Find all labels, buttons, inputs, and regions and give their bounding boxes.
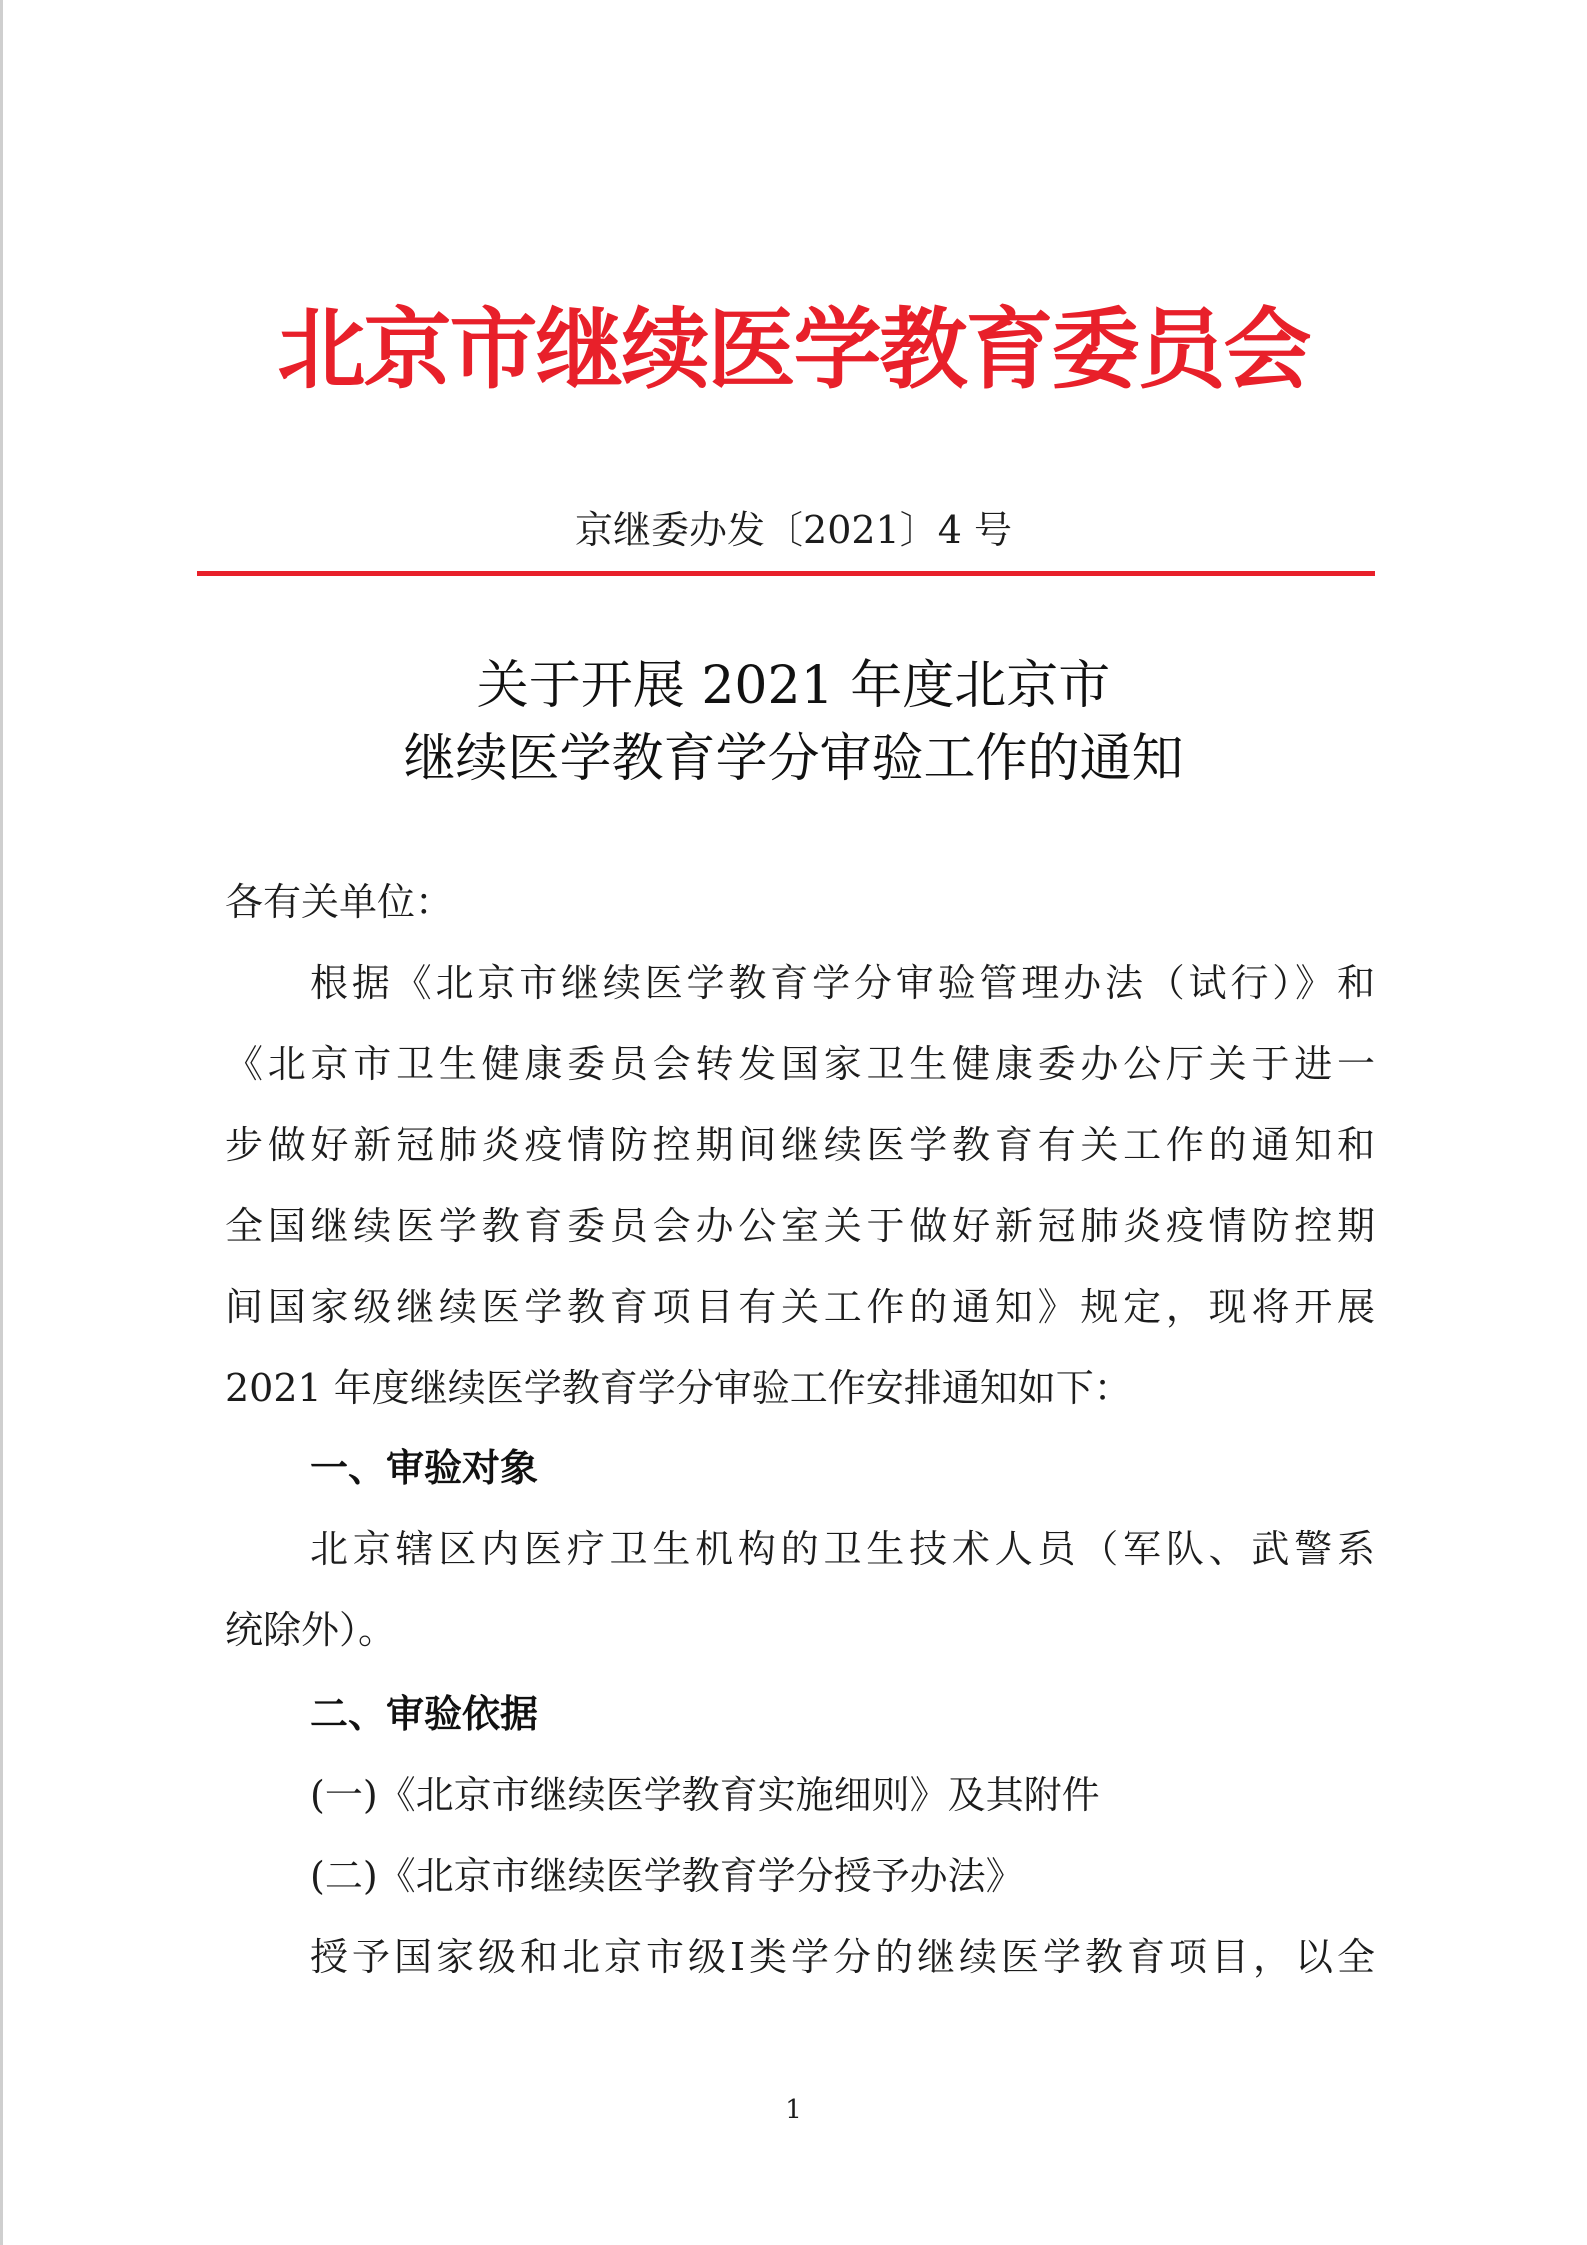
- notice-title-line-1: 关于开展 2021 年度北京市: [476, 656, 1111, 716]
- document-number: 京继委办发〔2021〕4 号: [575, 508, 1012, 552]
- section-heading-1: 一、审验对象: [310, 1446, 539, 1490]
- list-item: (二)《北京市继续医学教育学分授予办法》: [310, 1854, 1024, 1898]
- paragraph-line: 北京辖区内医疗卫生机构的卫生技术人员（军队、武警系: [310, 1527, 1375, 1571]
- paragraph-line: 2021 年度继续医学教育学分审验工作安排通知如下：: [225, 1366, 1132, 1410]
- notice-title-line-2: 继续医学教育学分审验工作的通知: [403, 729, 1184, 789]
- paragraph-line: 《北京市卫生健康委员会转发国家卫生健康委办公厅关于进一: [225, 1042, 1375, 1086]
- section-heading-2: 二、审验依据: [310, 1692, 539, 1736]
- paragraph-line: 根据《北京市继续医学教育学分审验管理办法（试行）》和: [310, 961, 1375, 1005]
- paragraph-line: 统除外）。: [225, 1608, 397, 1652]
- red-divider-line: [197, 571, 1375, 576]
- paragraph-line: 授予国家级和北京市级Ⅰ类学分的继续医学教育项目，以全: [310, 1935, 1375, 1979]
- page-number: 1: [785, 2095, 802, 2125]
- paragraph-line: 间国家级继续医学教育项目有关工作的通知》规定，现将开展: [225, 1285, 1375, 1329]
- list-item: (一)《北京市继续医学教育实施细则》及其附件: [310, 1773, 1100, 1817]
- paragraph-line: 全国继续医学教育委员会办公室关于做好新冠肺炎疫情防控期: [225, 1204, 1375, 1248]
- masthead-title: 北京市继续医学教育委员会: [277, 298, 1310, 401]
- paragraph-line: 步做好新冠肺炎疫情防控期间继续医学教育有关工作的通知和: [225, 1123, 1375, 1167]
- salutation: 各有关单位：: [225, 880, 454, 924]
